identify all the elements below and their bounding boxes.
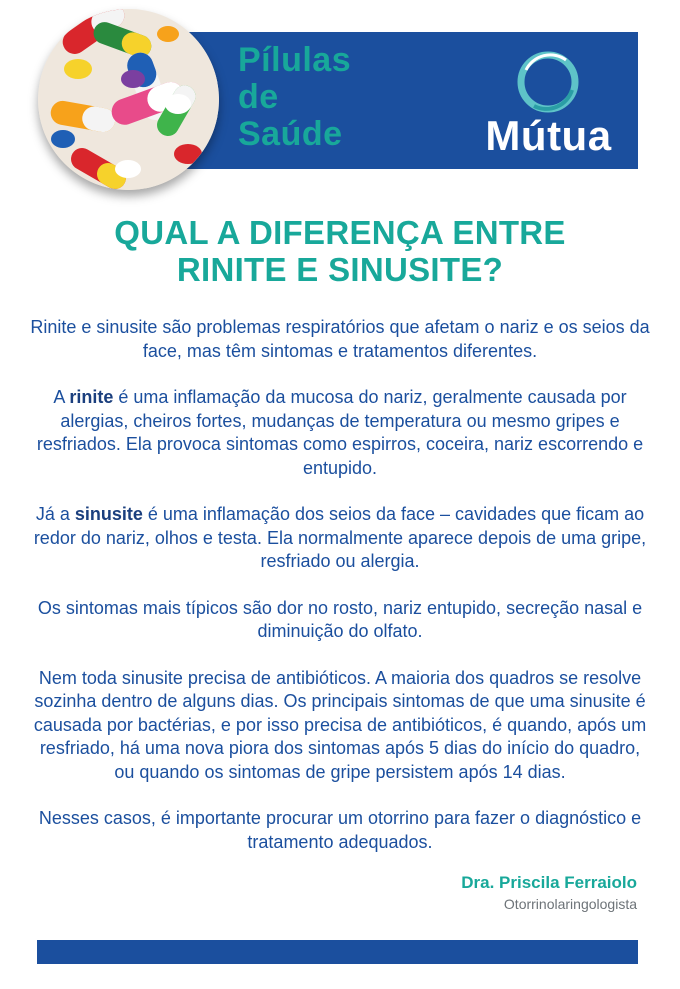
paragraph-2-bold: rinite [69,387,114,407]
paragraph-3-after: é uma inflamação dos seios da face – cavidades que ficam ao redor do nariz, olhos e testa. Ela normalmente aparece depois de uma gripe, resfriado ou alergia. [33,504,647,571]
paragraph-2-before: A [53,387,70,407]
footer-bar [37,940,638,964]
paragraph-3-before: Já a [35,504,75,524]
page-title-line-2: RINITE E SINUSITE? [176,251,504,288]
header-title-line-3: Saúde [238,115,343,153]
header-title-line-2: de [238,78,279,116]
page-title [20,214,660,288]
header-title [238,42,438,153]
author-role: Otorrinolaringologista [503,896,637,912]
paragraph-2 [30,386,650,480]
signature [461,872,637,914]
author-name: Dra. Priscila Ferraiolo [461,873,637,892]
paragraph-5: Nem toda sinusite precisa de antibióticos. A maioria dos quadros se resolve sozinha dentro de alguns dias. Os principais sintomas de que uma sinusite é causada por bactérias, e por isso precisa de antibióticos, é quando, após um resfriado, há uma nova piora dos sintomas após 5 dias do início do quadro, ou quando os sintomas de gripe persistem após 14 dias. [33,667,647,782]
header-title-line-1: Pílulas [238,41,352,79]
paragraph-1: Rinite e sinusite são problemas respiratórios que afetam o nariz e os seios da face, mas têm sintomas e tratamentos diferentes. [30,317,650,361]
mutua-ring-icon [514,50,582,114]
mutua-logo [476,50,621,165]
paragraph-2-after: é uma inflamação da mucosa do nariz, geralmente causada por alergias, cheiros fortes, mudanças de temperatura ou mesmo gripes e resfriados. Ela provoca sintomas como espirros, coceira, nariz escorrendo e entupido. [36,387,644,478]
paragraph-3-bold: sinusite [74,504,143,524]
pills-photo [38,9,219,190]
paragraph-6: Nesses casos, é importante procurar um otorrino para fazer o diagnóstico e tratamento adequados. [38,808,642,852]
article-body [30,316,650,877]
logo-text: Mútua [485,112,612,159]
paragraph-4: Os sintomas mais típicos são dor no rosto, nariz entupido, secreção nasal e diminuição do olfato. [37,597,643,641]
paragraph-3 [30,503,650,574]
page-title-line-1: QUAL A DIFERENÇA ENTRE [114,214,566,251]
